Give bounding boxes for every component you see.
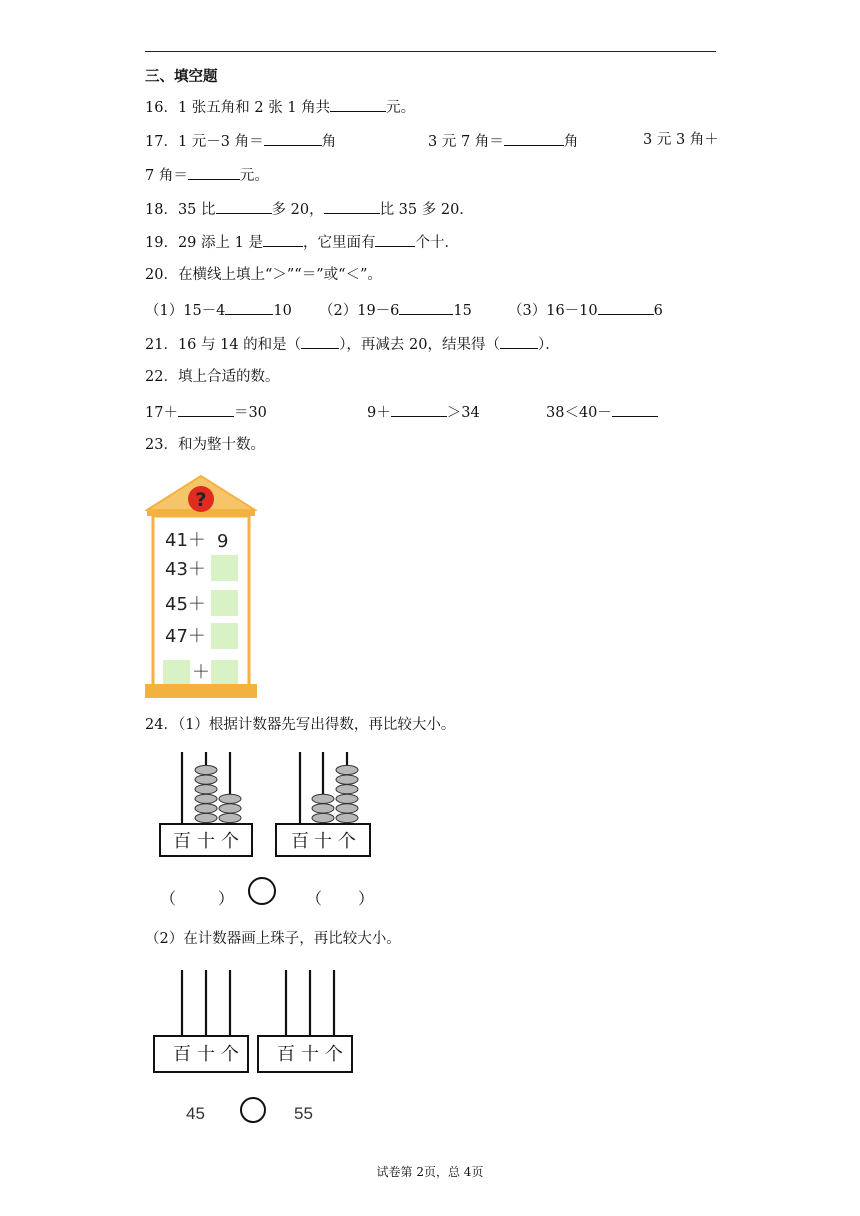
abacus-2-bead-tens-2 [312, 804, 334, 813]
abacus-3-label-tens: 十 [197, 1044, 215, 1065]
question-17c [643, 131, 719, 149]
abacus-1-bead-tens-3 [195, 794, 217, 803]
compare-circle-1-icon[interactable] [247, 876, 277, 906]
q18-mid: 多 20， [271, 202, 324, 218]
abacus-2-bead-ones-3 [336, 794, 358, 803]
abacus-3-label-ones: 个 [221, 1044, 239, 1065]
q17c-text: 3 元 3 角＋ [643, 132, 719, 148]
q20c-text: （3）16－10 [508, 303, 598, 319]
page-footer: 试卷第 2页，总 4页 [376, 1165, 484, 1179]
abacus-1-label-hundreds: 百 [173, 831, 191, 852]
abacus-1-bead-ones-1 [219, 813, 241, 822]
abacus-2 [274, 748, 372, 864]
q22c-blank[interactable] [612, 402, 658, 417]
q17b-text: 3 元 7 角＝ [428, 134, 504, 150]
q20b-text: （2）19－6 [319, 303, 400, 319]
question-22a [145, 402, 267, 422]
q22b-text: 9＋ [367, 405, 391, 421]
abacus-1-label-tens: 十 [197, 831, 215, 852]
q21-mid: ），再减去 20，结果得（ [339, 337, 500, 353]
abacus-4-label-tens: 十 [301, 1044, 319, 1065]
q18-text: 18．35 比 [145, 202, 216, 218]
q22c-text: 38＜40－ [546, 405, 612, 421]
question-17a [145, 131, 336, 151]
q22a-blank[interactable] [178, 402, 234, 417]
house-row-5-box-left[interactable] [163, 660, 190, 684]
question-19 [145, 232, 459, 252]
q21-blank-1[interactable] [301, 334, 339, 349]
house-row-5-label: ＋ [192, 662, 210, 683]
number-house-svg [145, 472, 257, 702]
answer-1-close-paren: ） [218, 889, 235, 908]
question-22: 22．填上合适的数。 [145, 369, 280, 385]
abacus-1-svg [158, 748, 254, 860]
q21-text: 21．16 与 14 的和是（ [145, 337, 302, 353]
abacus-1-bead-tens-6 [195, 765, 217, 774]
q20b-tail: 15 [453, 303, 472, 319]
question-17b [428, 131, 578, 151]
question-21 [145, 334, 560, 354]
question-17c-cont [145, 165, 269, 185]
question-24-part2: （2）在计数器画上珠子，再比较大小。 [145, 931, 401, 947]
abacus-1-label-ones: 个 [221, 831, 239, 852]
q20a-tail: 10 [273, 303, 292, 319]
abacus-2-label-hundreds: 百 [291, 831, 309, 852]
q22b-tail: ＞34 [446, 405, 480, 421]
q17a-blank[interactable] [264, 131, 322, 146]
q16-blank[interactable] [330, 97, 386, 112]
q18-blank-2[interactable] [324, 199, 380, 214]
abacus-2-label-tens: 十 [314, 831, 332, 852]
question-22b [367, 402, 480, 422]
number-house-figure [145, 472, 257, 706]
abacus-1-bead-ones-3 [219, 794, 241, 803]
question-22c [546, 402, 658, 422]
abacus-4-label-hundreds: 百 [277, 1044, 295, 1065]
q17c2-unit: 元。 [239, 168, 269, 184]
compare-left-number: 45 [186, 1104, 205, 1123]
section-title: 三、填空题 [145, 69, 218, 85]
abacus-2-bead-ones-1 [336, 813, 358, 822]
house-row-5-box-right[interactable] [211, 660, 238, 684]
abacus-4-svg [256, 966, 356, 1078]
house-row-2-label: 43＋ [165, 559, 206, 580]
question-20c [508, 300, 663, 320]
house-row-1-answer: 9 [217, 531, 229, 552]
house-row-3-label: 45＋ [165, 594, 206, 615]
q17b-unit: 角 [563, 134, 579, 150]
abacus-1-bead-tens-4 [195, 785, 217, 794]
house-row-4-box[interactable] [211, 623, 238, 649]
q19-blank-1[interactable] [263, 232, 303, 247]
q19-blank-2[interactable] [375, 232, 415, 247]
question-16 [145, 97, 415, 117]
abacus-2-beads [312, 765, 358, 822]
q20a-text: （1）15－4 [145, 303, 226, 319]
abacus-2-bead-ones-2 [336, 804, 358, 813]
abacus-2-bead-tens-3 [312, 794, 334, 803]
abacus-4-label-ones: 个 [325, 1044, 343, 1065]
abacus-4 [256, 966, 356, 1082]
q21-tail: ）． [538, 337, 560, 353]
q17b-blank[interactable] [504, 131, 564, 146]
abacus-3 [152, 966, 252, 1082]
answer-2-close-paren: ） [358, 889, 375, 908]
compare-row-2 [184, 1094, 334, 1128]
house-row-2-box[interactable] [211, 555, 238, 581]
q17a-unit: 角 [321, 134, 337, 150]
house-row-1-label: 41＋ [165, 530, 206, 551]
abacus-2-bead-ones-5 [336, 775, 358, 784]
q19-mid: ，它里面有 [302, 235, 376, 251]
question-23: 23．和为整十数。 [145, 437, 265, 453]
q17c2-text: 7 角＝ [145, 168, 188, 184]
q20c-blank[interactable] [598, 300, 654, 315]
abacus-3-label-hundreds: 百 [173, 1044, 191, 1065]
compare-row-1 [160, 876, 380, 916]
q18-tail: 比 35 多 20． [379, 202, 474, 218]
q19-text: 19．29 添上 1 是 [145, 235, 263, 251]
question-badge-symbol: ? [195, 489, 207, 511]
house-row-3-box[interactable] [211, 590, 238, 616]
abacus-1-beads [195, 765, 241, 822]
q20c-tail: 6 [653, 303, 663, 319]
q20a-blank[interactable] [225, 300, 273, 315]
compare-circle-2-icon[interactable] [239, 1096, 267, 1124]
q17a-text: 17．1 元－3 角＝ [145, 134, 264, 150]
header-rule [145, 51, 716, 52]
q22a-tail: ＝30 [233, 405, 267, 421]
question-20b [319, 300, 472, 320]
q20b-blank[interactable] [399, 300, 453, 315]
abacus-2-svg [274, 748, 372, 860]
q17c-blank[interactable] [188, 165, 240, 180]
q16-text: 16．1 张五角和 2 张 1 角共 [145, 100, 331, 116]
q18-blank-1[interactable] [216, 199, 272, 214]
answer-1-open-paren: （ [160, 889, 177, 908]
abacus-3-svg [152, 966, 252, 1078]
abacus-1-bead-ones-2 [219, 804, 241, 813]
house-row-4-label: 47＋ [165, 626, 206, 647]
q19-tail: 个十． [415, 235, 459, 251]
answer-2-open-paren: （ [306, 889, 323, 908]
q22a-text: 17＋ [145, 405, 178, 421]
q21-blank-2[interactable] [500, 334, 538, 349]
q22b-blank[interactable] [391, 402, 447, 417]
house-base [145, 684, 257, 698]
question-20a [145, 300, 292, 320]
question-20: 20．在横线上填上“＞”“＝”或“＜”。 [145, 267, 382, 283]
abacus-2-bead-ones-4 [336, 785, 358, 794]
abacus-2-label-ones: 个 [338, 831, 356, 852]
abacus-2-bead-tens-1 [312, 813, 334, 822]
question-24-part1: 24．（1）根据计数器先写出得数，再比较大小。 [145, 717, 456, 733]
compare-right-number: 55 [294, 1104, 313, 1123]
abacus-2-bead-ones-6 [336, 765, 358, 774]
abacus-1-bead-tens-5 [195, 775, 217, 784]
question-18 [145, 199, 474, 219]
abacus-1 [158, 748, 254, 864]
abacus-1-bead-tens-1 [195, 813, 217, 822]
q16-unit: 元。 [386, 100, 416, 116]
abacus-1-bead-tens-2 [195, 804, 217, 813]
